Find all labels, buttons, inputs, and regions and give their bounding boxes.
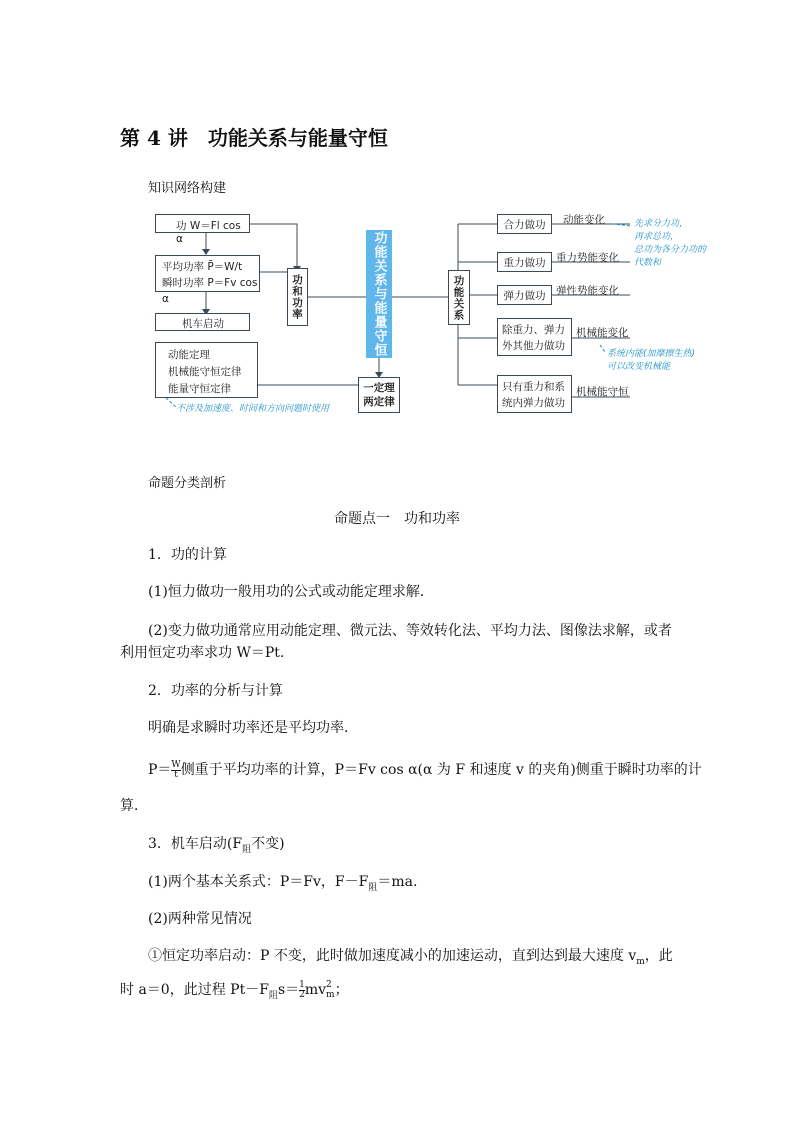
- conservative-work-box: [497, 375, 572, 413]
- work-energy-relation-label: 功能关系: [452, 274, 465, 321]
- elastic-work-box: 弹力做功: [497, 285, 552, 305]
- section-network-heading: 知识网络构建: [148, 181, 227, 196]
- section3-para3-line2: [120, 980, 349, 1006]
- s3-heading-b: 不变): [251, 836, 285, 852]
- section3-heading: [148, 834, 285, 860]
- elastic-pe-change-label: 弹性势能变化: [556, 285, 619, 297]
- w-over-t-fraction: [171, 761, 180, 780]
- sub-m: m: [326, 990, 335, 1000]
- note-top: [634, 218, 706, 270]
- fraction-num: W: [171, 759, 181, 770]
- s3-p3-l1-a: ①恒定功率启动：P 不变，此时做加速度减小的加速运动，直到达到最大速度 v: [148, 948, 637, 964]
- note-mid: [607, 348, 695, 374]
- mechanical-energy-change-label: 机械能变化: [576, 327, 629, 339]
- average-power-line: 平均功率 P̄＝W/t: [162, 261, 243, 273]
- energy-conservation: 能量守恒定律: [168, 383, 231, 395]
- section3-para2: (2)两种常见情况: [148, 911, 252, 927]
- s3-p1-sub: 阻: [368, 882, 378, 893]
- kinetic-energy-change-label: 动能变化: [563, 214, 605, 226]
- other-force-line2: 外其他力做功: [502, 340, 565, 352]
- s3-p1-a: (1)两个基本关系式：P＝Fv，F－F: [148, 874, 369, 890]
- center-topic-node: [366, 230, 392, 358]
- instant-power-line: 瞬时功率 P＝Fv cos α: [162, 277, 258, 305]
- s3-p3-l2-sub: 阻: [268, 990, 278, 1001]
- section2-heading: 2．功率的分析与计算: [148, 683, 283, 699]
- work-power-node: [287, 268, 308, 326]
- s3-p3-l2-d: ；: [334, 982, 349, 998]
- s3-p3-l2-c: mv: [304, 982, 327, 998]
- gravitational-pe-change-label: 重力势能变化: [556, 252, 619, 264]
- s3-p3-l1-sub: m: [636, 956, 645, 967]
- note-top-line1: 先求分力功，: [634, 219, 689, 229]
- other-force-work-box: [497, 318, 572, 356]
- section2-para2-line1: [148, 760, 702, 780]
- power-eq-rest: 侧重于平均功率的计算，P＝Fv cos α(α 为 F 和速度 v 的夹角)侧重于瞬时功率的计: [180, 762, 702, 778]
- note-top-line4: 代数和: [634, 258, 662, 268]
- s3-p3-l1-b: ，此: [644, 948, 673, 964]
- s3-p3-l2-b: s＝: [277, 982, 300, 998]
- note-top-line3: 总功为各分力功的: [634, 245, 707, 255]
- section1-para2-line1: (2)变力做功通常应用动能定理、微元法、等效转化法、平均力法、图像法求解，或者: [148, 623, 672, 639]
- half-den: 2: [299, 989, 305, 1000]
- gravity-work-box: 重力做功: [497, 252, 552, 272]
- s3-heading-a: 3．机车启动(F: [148, 836, 243, 852]
- point1-heading: 命题点一 功和功率: [334, 511, 460, 527]
- section-analysis-heading: 命题分类剖析: [148, 476, 227, 491]
- section1-para2-line2: 利用恒定功率求功 W＝Pt.: [120, 645, 285, 661]
- work-formula-box: 功 W＝Fl cos α: [155, 214, 250, 233]
- work-energy-relation-node: [448, 270, 470, 325]
- mechanical-energy-conserved-label: 机械能守恒: [576, 386, 629, 398]
- conservative-line1: 只有重力和系: [502, 381, 565, 393]
- power-formula-box: [155, 255, 260, 305]
- vm-squared: [326, 980, 335, 1000]
- page-title: 第 4 讲 功能关系与能量守恒: [120, 126, 388, 150]
- half-num: 1: [299, 979, 305, 990]
- sup-2: 2: [326, 980, 332, 990]
- section3-para3-line1: [148, 946, 673, 972]
- net-force-work-box: 合力做功: [497, 214, 552, 234]
- section1-heading: 1．功的计算: [148, 547, 227, 563]
- note-mid-line2: 可以改变机械能: [607, 362, 671, 372]
- note-bottom: 不涉及加速度、时间和方向问题时使用: [176, 404, 330, 414]
- kinetic-energy-theorem: 动能定理: [168, 349, 210, 361]
- s3-p1-b: ＝ma.: [377, 874, 418, 890]
- fraction-den: t: [174, 769, 178, 780]
- note-mid-line1: 系统内能(加摩擦生热): [607, 349, 696, 359]
- section2-para1: 明确是求瞬时功率还是平均功率．: [148, 720, 358, 736]
- section3-para1: [148, 872, 417, 898]
- other-force-line1: 除重力、弹力: [502, 324, 565, 336]
- s3-heading-sub: 阻: [242, 844, 252, 855]
- mechanical-energy-conservation: 机械能守恒定律: [168, 366, 242, 378]
- section2-para2-line2: 算．: [120, 798, 148, 814]
- theorems-box: [155, 342, 258, 398]
- power-eq-lhs: P＝: [148, 762, 172, 778]
- section1-para1: (1)恒力做功一般用功的公式或动能定理求解．: [148, 584, 434, 600]
- note-top-line2: 再求总功，: [634, 232, 680, 242]
- theorem-law-node: 一定理两定律: [358, 377, 400, 413]
- center-topic-label: 功能关系与能量守恒: [371, 231, 387, 357]
- s3-p3-l2-a: 时 a＝0，此过程 Pt－F: [120, 982, 269, 998]
- work-power-node-label: 功和功率: [291, 274, 303, 320]
- conservative-line2: 统内弹力做功: [502, 397, 565, 409]
- vehicle-start-box: 机车启动: [155, 313, 250, 331]
